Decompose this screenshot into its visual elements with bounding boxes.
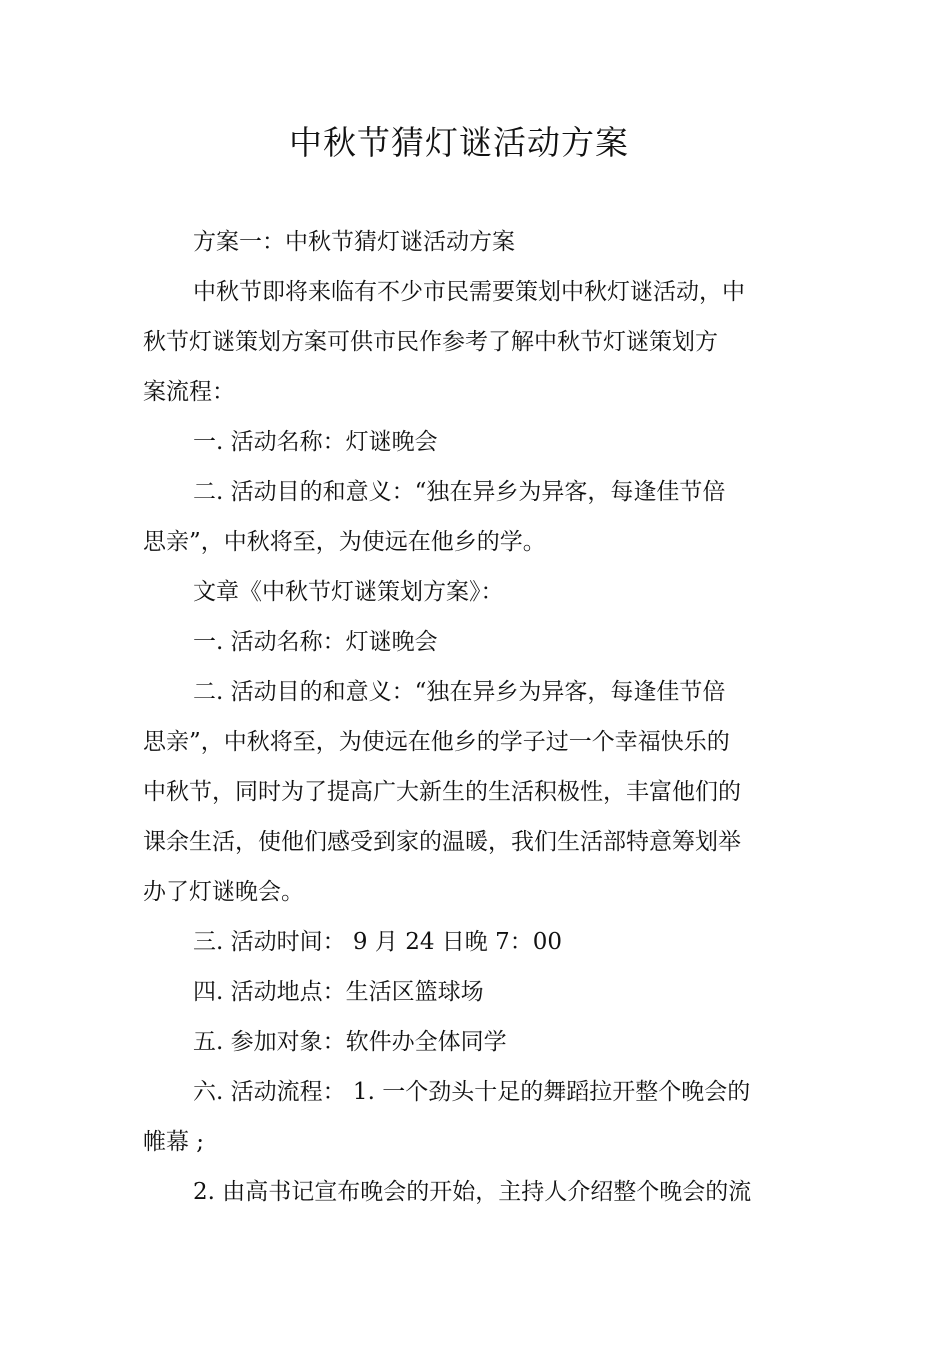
text-line: 办了灯谜晚会。 — [143, 879, 304, 905]
text-line: 一. 活动名称：灯谜晚会 — [193, 429, 438, 455]
text-line: 2. 由高书记宣布晚会的开始，主持人介绍整个晚会的流 — [193, 1179, 752, 1205]
text-line: 一. 活动名称：灯谜晚会 — [193, 629, 438, 655]
text-line: 案流程： — [143, 379, 235, 405]
text-line: 课余生活，使他们感受到家的温暖，我们生活部特意筹划举 — [143, 829, 741, 855]
text-line: 中秋节即将来临有不少市民需要策划中秋灯谜活动，中 — [193, 279, 745, 305]
text-line: 方案一：中秋节猜灯谜活动方案 — [193, 229, 515, 255]
text-line: 文章《中秋节灯谜策划方案》： — [193, 579, 504, 605]
text-line: 二. 活动目的和意义：“独在异乡为异客，每逢佳节倍 — [193, 679, 726, 705]
text-line: 五. 参加对象：软件办全体同学 — [193, 1029, 507, 1055]
text-line: 帷幕 ; — [143, 1129, 205, 1155]
text-line: 中秋节，同时为了提高广大新生的生活积极性，丰富他们的 — [143, 779, 741, 805]
text-line: 四. 活动地点：生活区篮球场 — [193, 979, 484, 1005]
text-line: 思亲”，中秋将至，为使远在他乡的学。 — [143, 529, 546, 555]
text-line: 六. 活动流程： 1. 一个劲头十足的舞蹈拉开整个晚会的 — [193, 1079, 751, 1105]
text-line: 秋节灯谜策划方案可供市民作参考了解中秋节灯谜策划方 — [143, 329, 718, 355]
text-line: 思亲”，中秋将至，为使远在他乡的学子过一个幸福快乐的 — [143, 729, 730, 755]
text-line: 三. 活动时间： 9 月 24 日晚 7：00 — [193, 929, 562, 955]
document-body — [143, 217, 763, 1217]
text-line: 二. 活动目的和意义：“独在异乡为异客，每逢佳节倍 — [193, 479, 726, 505]
document-title: 中秋节猜灯谜活动方案 — [289, 123, 629, 162]
